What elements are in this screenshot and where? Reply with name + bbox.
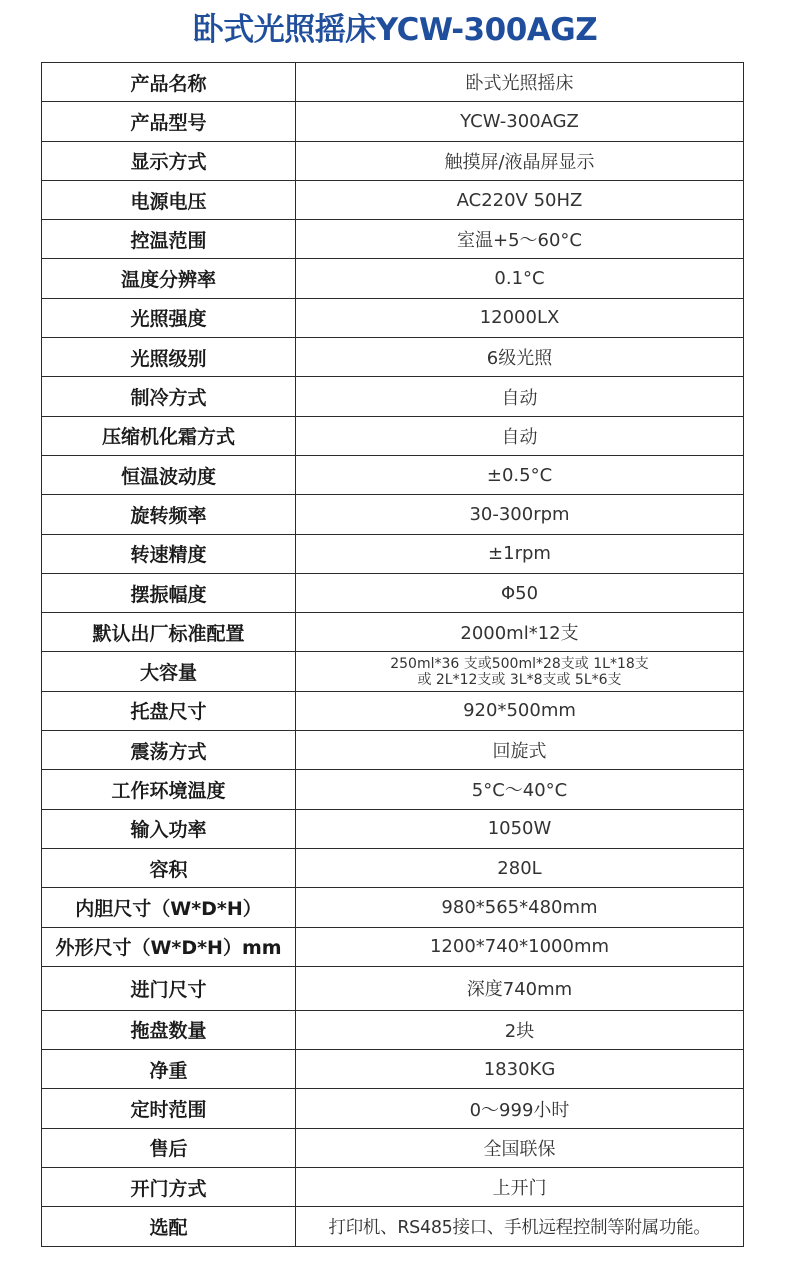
spec-label: 工作环境温度 — [42, 770, 296, 809]
table-row — [42, 455, 744, 494]
table-row — [42, 220, 744, 259]
spec-value: 卧式光照摇床 — [296, 63, 744, 102]
table-row — [42, 141, 744, 180]
spec-value: 1200*740*1000mm — [296, 927, 744, 966]
spec-label: 旋转频率 — [42, 495, 296, 534]
table-row — [42, 259, 744, 298]
spec-label: 控温范围 — [42, 220, 296, 259]
spec-label: 震荡方式 — [42, 731, 296, 770]
spec-label: 外形尺寸（W*D*H）mm — [42, 927, 296, 966]
spec-label: 托盘尺寸 — [42, 691, 296, 730]
spec-value: 触摸屏/液晶屏显示 — [296, 141, 744, 180]
table-row — [42, 691, 744, 730]
spec-value: 2000ml*12支 — [296, 613, 744, 652]
table-row — [42, 1089, 744, 1128]
spec-value: 920*500mm — [296, 691, 744, 730]
spec-value: 上开门 — [296, 1168, 744, 1207]
spec-label: 大容量 — [42, 652, 296, 691]
table-row — [42, 966, 744, 1010]
table-row — [42, 809, 744, 848]
spec-value: 980*565*480mm — [296, 888, 744, 927]
table-row — [42, 416, 744, 455]
spec-value: 0.1°C — [296, 259, 744, 298]
spec-value: AC220V 50HZ — [296, 180, 744, 219]
spec-value: 6级光照 — [296, 338, 744, 377]
spec-label: 售后 — [42, 1128, 296, 1167]
table-row — [42, 888, 744, 927]
spec-label: 制冷方式 — [42, 377, 296, 416]
table-row — [42, 1168, 744, 1207]
spec-value-line: 250ml*36 支或500ml*28支或 1L*18支 — [390, 655, 649, 672]
spec-value: Φ50 — [296, 573, 744, 612]
spec-value: 全国联保 — [296, 1128, 744, 1167]
spec-label: 进门尺寸 — [42, 966, 296, 1010]
table-row — [42, 652, 744, 691]
spec-value — [296, 652, 744, 691]
spec-value: 1830KG — [296, 1050, 744, 1089]
table-row — [42, 1128, 744, 1167]
table-row — [42, 770, 744, 809]
spec-label: 摆振幅度 — [42, 573, 296, 612]
spec-label: 产品型号 — [42, 102, 296, 141]
spec-label: 恒温波动度 — [42, 455, 296, 494]
spec-label: 开门方式 — [42, 1168, 296, 1207]
spec-value: 2块 — [296, 1010, 744, 1049]
table-row — [42, 927, 744, 966]
spec-label: 拖盘数量 — [42, 1010, 296, 1049]
table-row — [42, 1050, 744, 1089]
spec-value: 280L — [296, 848, 744, 887]
spec-label: 输入功率 — [42, 809, 296, 848]
spec-label: 光照级别 — [42, 338, 296, 377]
spec-label: 内胆尺寸（W*D*H） — [42, 888, 296, 927]
table-row — [42, 495, 744, 534]
spec-value: YCW-300AGZ — [296, 102, 744, 141]
spec-value: ±1rpm — [296, 534, 744, 573]
spec-label: 选配 — [42, 1207, 296, 1246]
table-row — [42, 534, 744, 573]
spec-value: 回旋式 — [296, 731, 744, 770]
spec-label: 显示方式 — [42, 141, 296, 180]
table-row — [42, 573, 744, 612]
table-row — [42, 63, 744, 102]
spec-value: 5°C～40°C — [296, 770, 744, 809]
spec-label: 定时范围 — [42, 1089, 296, 1128]
spec-value: 自动 — [296, 377, 744, 416]
spec-value: 自动 — [296, 416, 744, 455]
spec-value: 1050W — [296, 809, 744, 848]
table-row — [42, 613, 744, 652]
table-row — [42, 298, 744, 337]
spec-label: 净重 — [42, 1050, 296, 1089]
spec-label: 光照强度 — [42, 298, 296, 337]
spec-label: 转速精度 — [42, 534, 296, 573]
table-row — [42, 848, 744, 887]
spec-value: 12000LX — [296, 298, 744, 337]
spec-value: ±0.5°C — [296, 455, 744, 494]
spec-label: 产品名称 — [42, 63, 296, 102]
table-row — [42, 1207, 744, 1246]
table-row — [42, 731, 744, 770]
spec-value: 室温+5～60°C — [296, 220, 744, 259]
spec-value: 深度740mm — [296, 966, 744, 1010]
spec-table — [41, 62, 744, 1247]
spec-value: 0～999小时 — [296, 1089, 744, 1128]
page-title: 卧式光照摇床YCW-300AGZ — [192, 12, 598, 48]
spec-value: 打印机、RS485接口、手机远程控制等附属功能。 — [296, 1207, 744, 1246]
table-row — [42, 1010, 744, 1049]
table-row — [42, 180, 744, 219]
spec-label: 容积 — [42, 848, 296, 887]
table-row — [42, 102, 744, 141]
spec-value: 30-300rpm — [296, 495, 744, 534]
table-row — [42, 338, 744, 377]
spec-label: 默认出厂标准配置 — [42, 613, 296, 652]
spec-label: 电源电压 — [42, 180, 296, 219]
table-row — [42, 377, 744, 416]
spec-value-line: 或 2L*12支或 3L*8支或 5L*6支 — [417, 671, 622, 688]
spec-label: 温度分辨率 — [42, 259, 296, 298]
spec-label: 压缩机化霜方式 — [42, 416, 296, 455]
